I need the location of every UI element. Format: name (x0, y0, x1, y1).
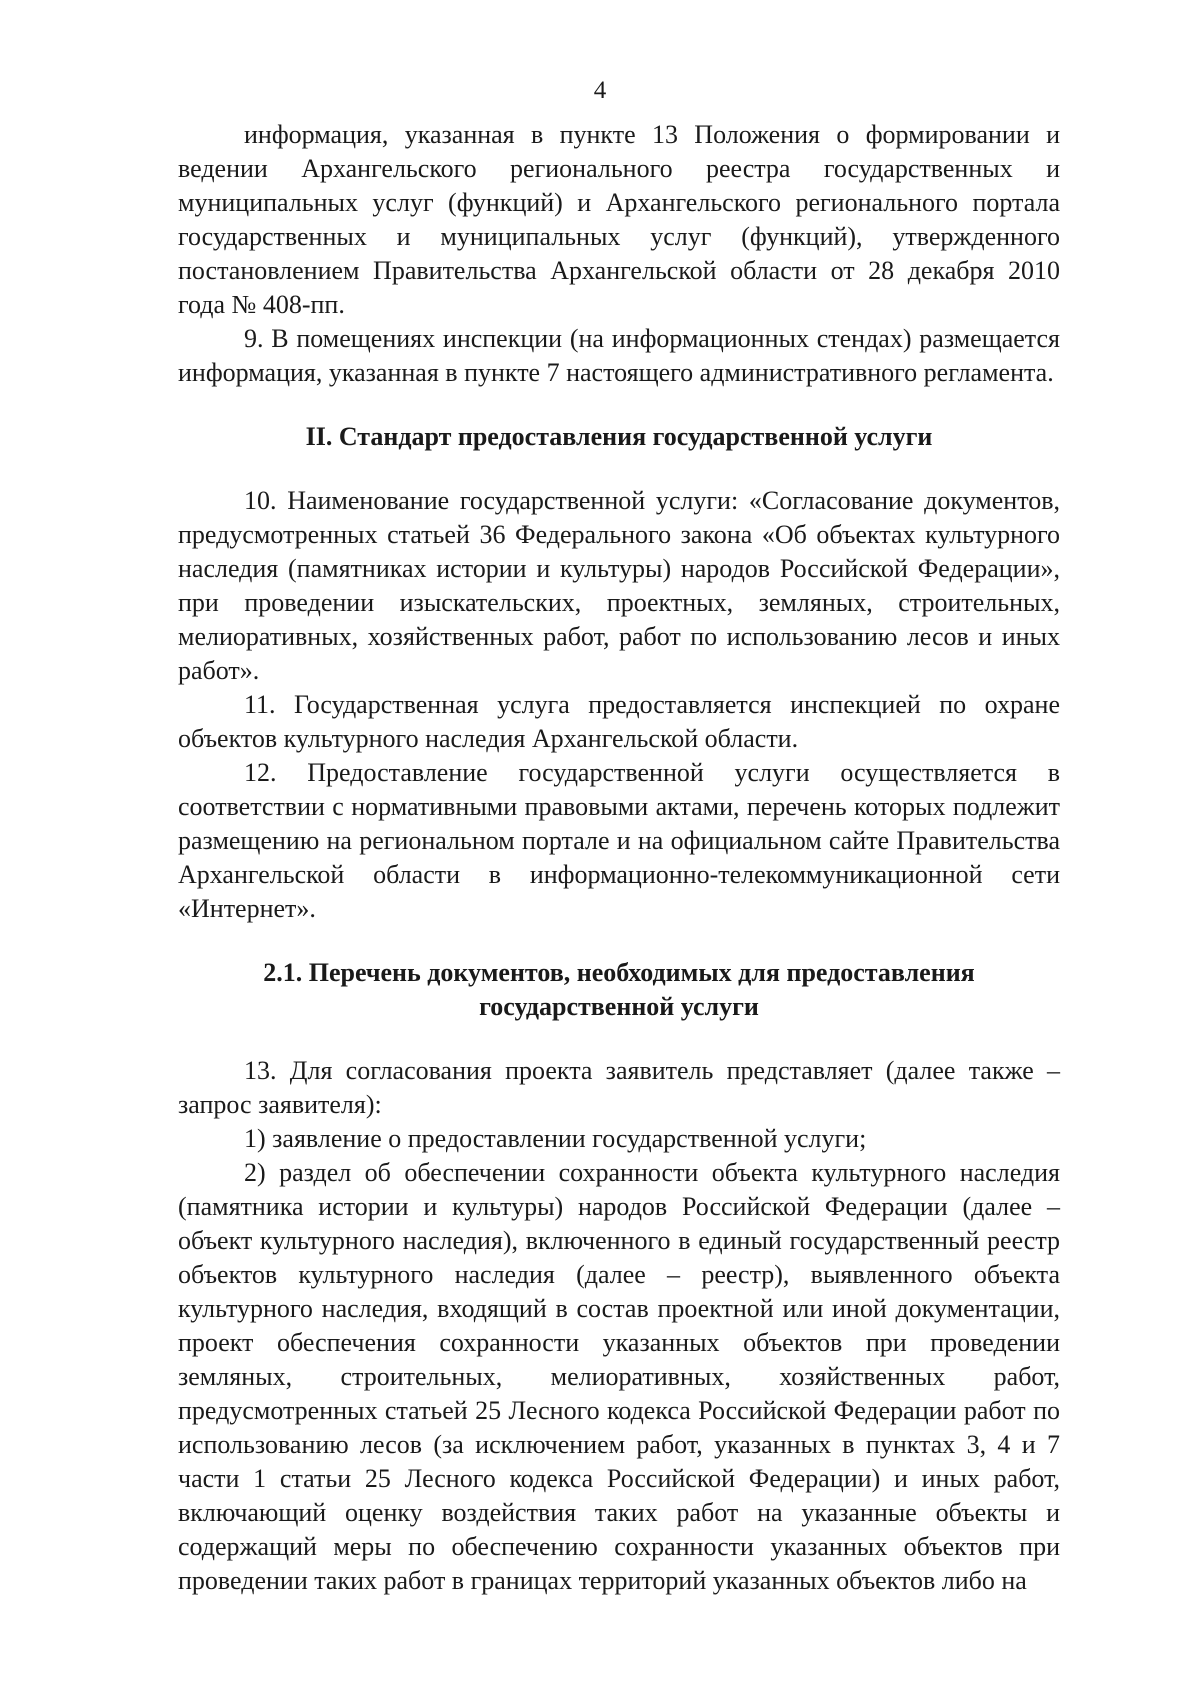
spacer (178, 454, 1060, 484)
paragraph-12: 12. Предоставление государственной услуги осуществляется в соответствии с нормативными правовыми актами, перечень которых подлежит размещению на региональном портале и на официальном сайте Правительства Архангельской области в информационно-телекоммуникационной сети «Интернет». (178, 758, 1060, 923)
section-heading-standard: II. Стандарт предоставления государственной услуги (305, 422, 933, 451)
heading-line-2: государственной услуги (479, 992, 759, 1021)
heading-line-1: 2.1. Перечень документов, необходимых для предоставления (263, 958, 975, 987)
spacer (178, 390, 1060, 420)
page-number: 4 (593, 77, 607, 104)
paragraph-9: 9. В помещениях инспекции (на информационных стендах) размещается информация, указанная в пункте 7 настоящего административного регламента. (178, 324, 1060, 387)
section-heading-documents-list (178, 956, 1060, 1024)
paragraph-info-continuation: информация, указанная в пункте 13 Положения о формировании и ведении Архангельского регионального реестра государственных и муниципальных услуг (функций) и Архангельского регионального портала государственных и муниципальных услуг (функций), утвержденного постановлением Правительства Архангельской области от 28 декабря 2010 года № 408-пп. (178, 120, 1060, 319)
spacer (178, 1024, 1060, 1054)
paragraph-13: 13. Для согласования проекта заявитель представляет (далее также – запрос заявителя): (178, 1056, 1060, 1119)
list-item-2: 2) раздел об обеспечении сохранности объекта культурного наследия (памятника истории и культуры) народов Российской Федерации (далее – объект культурного наследия), включенного в единый государственный реестр объектов культурного наследия (далее – реестр), выявленного объекта культурного наследия, входящий в состав проектной или иной документации, проект обеспечения сохранности указанных объектов при проведении земляных, строительных, мелиоративных, хозяйственных работ, предусмотренных статьей 25 Лесного кодекса Российской Федерации работ по использованию лесов (за исключением работ, указанных в пунктах 3, 4 и 7 части 1 статьи 25 Лесного кодекса Российской Федерации) и иных работ, включающий оценку воздействия таких работ на указанные объекты и содержащий меры по обеспечению сохранности указанных объектов при проведении таких работ в границах территорий указанных объектов либо на (178, 1158, 1060, 1595)
paragraph-11: 11. Государственная услуга предоставляется инспекцией по охране объектов культурного наследия Архангельской области. (178, 690, 1060, 753)
document-body (178, 118, 1060, 1598)
paragraph-10: 10. Наименование государственной услуги: «Согласование документов, предусмотренных статьей 36 Федерального закона «Об объектах культурного наследия (памятниках истории и культуры) народов Российской Федерации», при проведении изыскательских, проектных, земляных, строительных, мелиоративных, хозяйственных работ, работ по использованию лесов и иных работ». (178, 486, 1060, 685)
list-item-1: 1) заявление о предоставлении государственной услуги; (244, 1124, 867, 1153)
spacer (178, 926, 1060, 956)
